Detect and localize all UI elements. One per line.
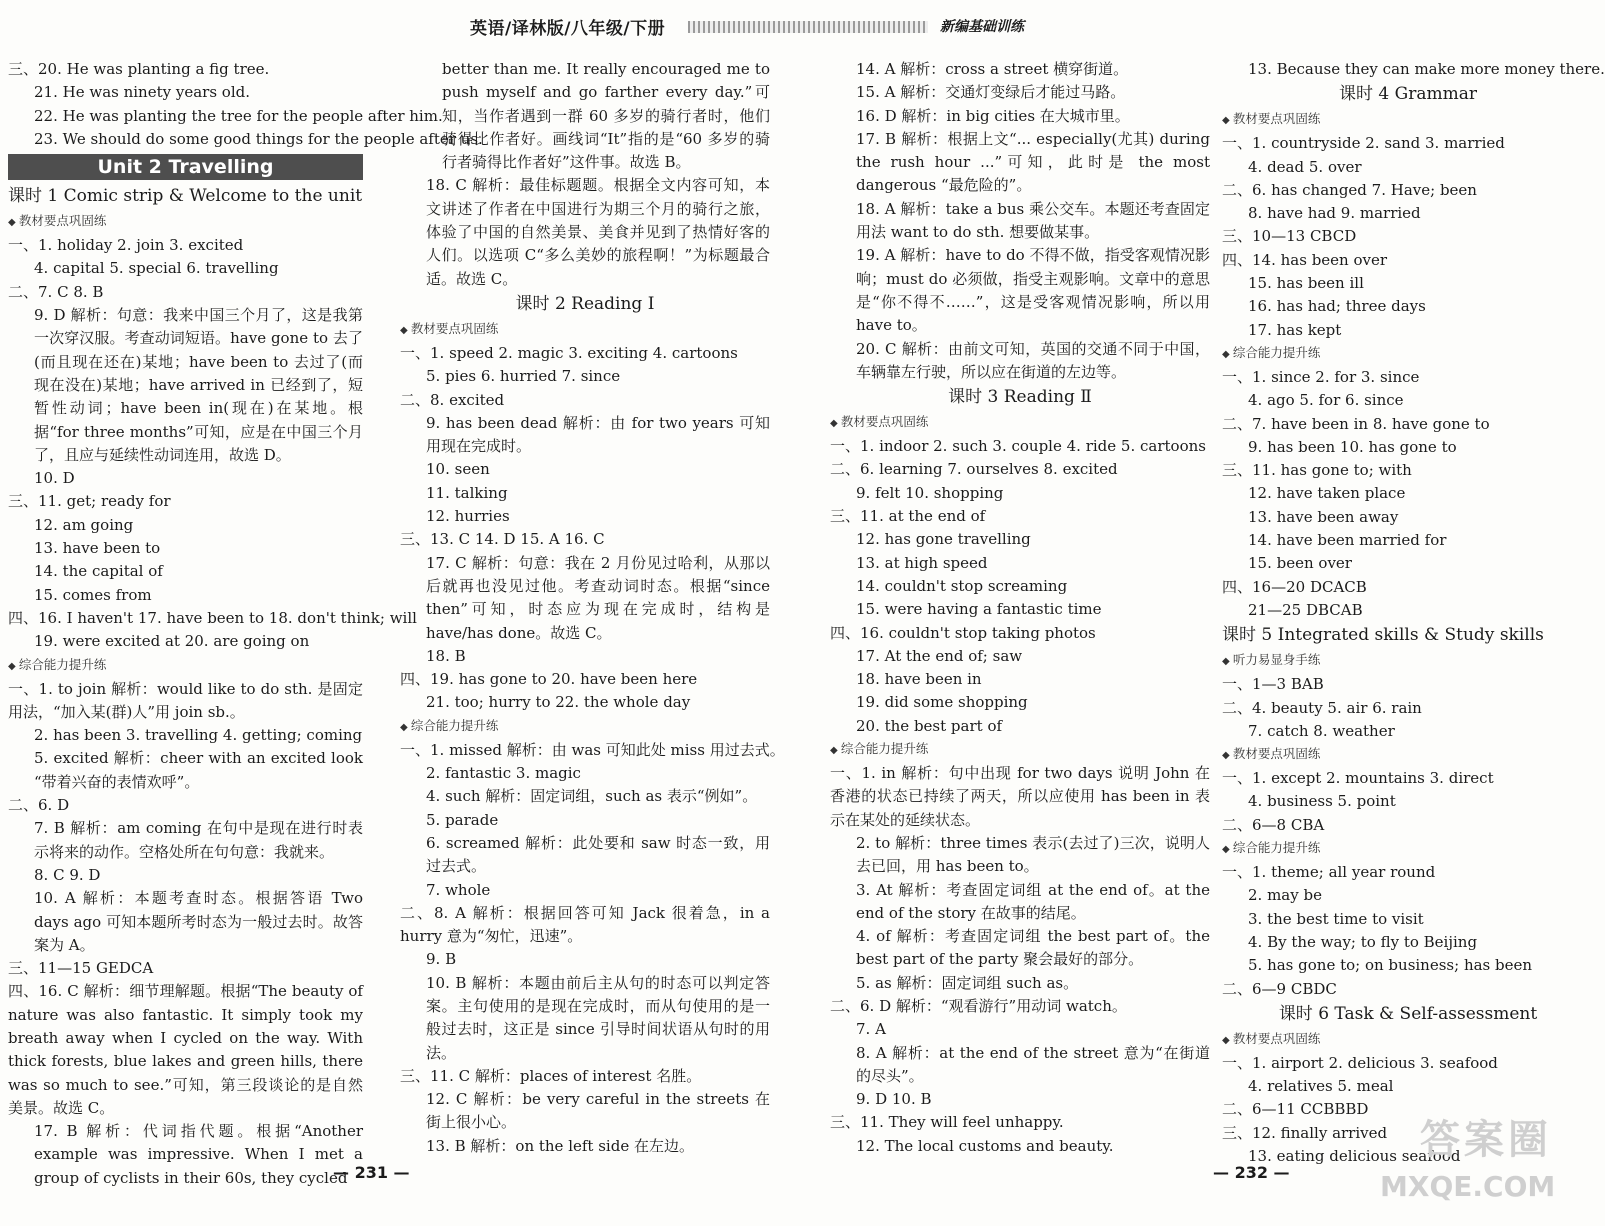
answer-line: better than me. It really encouraged me to push myself and go farther every day.”可知，当作者遇到一群 60 多岁的骑行者时，他们骑得比作者好。画线词“It”指的是“60 多岁的骑行者骑得比作者好”这件事。故选 B。 xyxy=(442,60,770,172)
answer-line: 4. relatives 5. meal xyxy=(1248,1077,1394,1096)
answer-line: 6. screamed 解析：此处要和 saw 时态一致，用过去式。 xyxy=(426,833,770,876)
answer-line: 8. C 9. D xyxy=(34,865,101,884)
answer-line: 15. been over xyxy=(1248,554,1352,573)
answer-line: 17. B 解析：根据上文“... especially(尤其) during the rush hour ...”可知，此时是 the most dangerous “最危险的”。 xyxy=(856,129,1210,195)
answer-line: 4. capital 5. special 6. travelling xyxy=(34,259,279,278)
answer-line: 二、6. has changed 7. Have; been xyxy=(1222,180,1477,199)
answer-line: 17. C 解析：句意：我在 2 月份见过哈利，从那以后就再也没见过他。考查动词时态。根据“since then”可知，时态应为现在完成时，结构是 have/has done。故选 C。 xyxy=(426,553,770,642)
section-label: ◆ 综合能力提升练 xyxy=(8,654,363,678)
answer-line: 14. have been married for xyxy=(1248,531,1447,550)
answer-line: 7. B 解析：am coming 在句中是现在进行时表示将来的动作。空格处所在句句意：我就来。 xyxy=(34,819,363,861)
answer-line: 12. has gone travelling xyxy=(856,530,1031,549)
answer-line: 一、1. in 解析：句中出现 for two days 说明 John 在香港的状态已持续了两天，所以应使用 has been in 表示在某处的延续状态。 xyxy=(830,764,1210,829)
answer-line: 5. excited 解析：cheer with an excited look “带着兴奋的表情欢呼”。 xyxy=(34,749,363,791)
answer-line: 7. A xyxy=(856,1020,886,1039)
answer-line: 10. B 解析：本题由前后主从句的时态可以判定答案。主句使用的是现在完成时，而从句使用的是一般过去时，这正是 since 引导时间状语从句时的用法。 xyxy=(426,973,770,1062)
answer-line: 9. has been 10. has gone to xyxy=(1248,437,1457,456)
answer-line: 四、16. I haven't 17. have been to 18. don't think; will xyxy=(8,608,417,627)
answer-line: 9. felt 10. shopping xyxy=(856,483,1004,502)
answer-line: 三、11—15 GEDCA xyxy=(8,959,154,978)
answer-line: 一、1. airport 2. delicious 3. seafood xyxy=(1222,1053,1498,1072)
answer-line: 17. At the end of; saw xyxy=(856,646,1023,665)
answer-line: 13. Because they can make more money there. xyxy=(1248,60,1605,78)
answer-line: 一、1. since 2. for 3. since xyxy=(1222,367,1420,386)
answer-line: 二、6—11 CCBBBD xyxy=(1222,1100,1369,1119)
answer-line: 11. talking xyxy=(426,483,508,502)
answer-line: 20. C 解析：由前文可知，英国的交通不同于中国，车辆靠左行驶，所以应在街道的左边等。 xyxy=(856,339,1210,381)
answer-line: 15. were having a fantastic time xyxy=(856,600,1102,619)
answer-line: 10. A 解析：本题考查时态。根据答语 Two days ago 可知本题所考时态为一般过去时。故答案为 A。 xyxy=(34,889,363,954)
answer-line: 二、6. D 解析：“观看游行”用动词 watch。 xyxy=(830,996,1127,1015)
series-name: 新编基础训练 xyxy=(940,19,1024,35)
watermark-brand: 答案圈 xyxy=(1420,1117,1552,1163)
section-label: ◆ 教材要点巩固练 xyxy=(400,318,770,342)
section-label: ◆ 综合能力提升练 xyxy=(1222,837,1594,861)
answer-line: 9. D 解析：句意：我来中国三个月了，这是我第一次穿汉服。考查动词短语。have gone to 去了(而且现在还在)某地；have been to 去过了(而现在没在)某地；have arrived in 已经到了，短暂性动词；have been in(现在)在某地。根据“for three months”可知，应是在中国三个月了，且应与延续性动词连用，故选 D。 xyxy=(34,306,363,464)
answer-line: 一、1. holiday 2. join 3. excited xyxy=(8,236,244,255)
section-label: ◆ 教材要点巩固练 xyxy=(1222,108,1594,132)
answer-line: 一、1. missed 解析：由 was 可知此处 miss 用过去式。 xyxy=(400,740,785,759)
answer-line: 13. B 解析：on the left side 在左边。 xyxy=(426,1136,694,1155)
answer-line: 4. business 5. point xyxy=(1248,792,1396,811)
answer-line: 17. B 解析：代词指代题。根据“Another example was impressive. When I met a group of cyclists in their 60s, they cycled xyxy=(34,1122,363,1187)
lesson-heading: 课时 2 Reading Ⅰ xyxy=(515,293,655,314)
page-number-left: — 231 — xyxy=(333,1163,410,1182)
answer-line: 3. the best time to visit xyxy=(1248,909,1424,928)
answer-line: 14. couldn't stop screaming xyxy=(856,576,1068,595)
answer-line: 三、11. get; ready for xyxy=(8,492,171,511)
page-number-right: — 232 — xyxy=(1213,1163,1290,1182)
answer-line: 9. B xyxy=(426,950,457,969)
lesson-heading: 课时 1 Comic strip & Welcome to the unit xyxy=(8,186,363,207)
answer-line: 19. were excited at 20. are going on xyxy=(34,632,310,651)
answer-line: 2. may be xyxy=(1248,886,1322,905)
lesson-heading: 课时 4 Grammar xyxy=(1339,84,1477,105)
answer-line: 18. B xyxy=(426,646,466,665)
answer-line: 9. D 10. B xyxy=(856,1090,932,1109)
answer-line: 19. A 解析：have to do 不得不做，指受客观情况影响；must do 必须做，指受主观影响。文章中的意思是“你不得不……”，这是受客观情况影响，所以用 have to。 xyxy=(856,246,1210,335)
answer-line: 7. whole xyxy=(426,880,491,899)
answer-line: 4. ago 5. for 6. since xyxy=(1248,391,1404,410)
answer-line: 10. D xyxy=(34,469,75,488)
answer-line: 19. did some shopping xyxy=(856,693,1028,712)
answer-line: 二、6. learning 7. ourselves 8. excited xyxy=(830,460,1118,479)
answer-line: 3. At 解析：考查固定词组 at the end of。at the end of the story 在故事的结尾。 xyxy=(856,880,1210,922)
watermark xyxy=(1370,1108,1570,1218)
lesson-heading: 课时 3 Reading Ⅱ xyxy=(948,387,1092,408)
answer-line: 21. He was ninety years old. xyxy=(34,83,250,102)
answer-line: 5. pies 6. hurried 7. since xyxy=(426,367,621,386)
answer-line: 12. have taken place xyxy=(1248,484,1406,503)
lesson-heading: 课时 6 Task & Self-assessment xyxy=(1278,1003,1538,1024)
answer-line: 二、8. excited xyxy=(400,390,505,409)
answer-line: 三、11. has gone to; with xyxy=(1222,461,1412,480)
answer-line: 15. comes from xyxy=(34,585,152,604)
answer-line: 三、11. They will feel unhappy. xyxy=(830,1113,1064,1132)
answer-line: 4. By the way; to fly to Beijing xyxy=(1248,932,1478,951)
answer-line: 12. hurries xyxy=(426,507,510,526)
section-label: ◆ 综合能力提升练 xyxy=(830,738,1210,762)
answer-line: 16. has had; three days xyxy=(1248,297,1426,316)
answer-line: 8. have had 9. married xyxy=(1248,204,1421,223)
answer-line: 22. He was planting the tree for the people after him. xyxy=(34,106,443,125)
column-2 xyxy=(400,58,785,1178)
answer-line: 5. as 解析：固定词组 such as。 xyxy=(856,973,1079,992)
answer-line: 四、16. couldn't stop taking photos xyxy=(830,623,1096,642)
answer-line: 12. am going xyxy=(34,515,134,534)
running-header xyxy=(470,14,1150,40)
answer-line: 13. have been to xyxy=(34,539,161,558)
column-4 xyxy=(1222,58,1605,1178)
answer-line: 12. The local customs and beauty. xyxy=(856,1136,1114,1155)
book-title: 英语/译林版/八年级/下册 xyxy=(470,19,666,39)
answer-line: 14. A 解析：cross a street 横穿街道。 xyxy=(856,60,1129,78)
answer-line: 四、19. has gone to 20. have been here xyxy=(400,670,698,689)
answer-line: 四、14. has been over xyxy=(1222,250,1388,269)
watermark-url: MXQE.COM xyxy=(1380,1170,1556,1203)
answer-line: 一、1. indoor 2. such 3. couple 4. ride 5. cartoons xyxy=(830,437,1206,456)
answer-line: 4. of 解析：考查固定词组 the best part of。the best part of the party 聚会最好的部分。 xyxy=(856,927,1210,969)
answer-line: 4. such 解析：固定词组，such as 表示“例如”。 xyxy=(426,787,758,806)
answer-line: 5. parade xyxy=(426,810,499,829)
answer-line: 23. We should do some good things for the people after us. xyxy=(34,129,483,148)
answer-line: 15. has been ill xyxy=(1248,274,1364,293)
answer-line: 21. too; hurry to 22. the whole day xyxy=(426,693,691,712)
answer-line: 17. has kept xyxy=(1248,320,1342,339)
section-label: ◆ 听力易显身手练 xyxy=(1222,649,1594,673)
answer-line: 一、1. theme; all year round xyxy=(1222,863,1436,882)
answer-line: 20. the best part of xyxy=(856,716,1003,735)
header-decoration-bar xyxy=(688,21,928,33)
answer-line: 2. to 解析：three times 表示(去过了)三次，说明人去已回，用 has been to。 xyxy=(856,833,1210,876)
answer-line: 21—25 DBCAB xyxy=(1248,600,1363,619)
answer-line: 13. eating delicious seafood xyxy=(1248,1146,1461,1165)
answer-line: 18. C 解析：最佳标题题。根据全文内容可知，本文讲述了作者在中国进行为期三个月的骑行之旅，体验了中国的自然美景、美食并见到了热情好客的人们。以选项 C“多么美妙的旅程啊！”为标题最合适。故选 C。 xyxy=(426,176,770,288)
answer-line: 三、10—13 CBCD xyxy=(1222,227,1357,246)
answer-line: 16. D 解析：in big cities 在大城市里。 xyxy=(856,106,1130,125)
answer-line: 三、13. C 14. D 15. A 16. C xyxy=(400,530,605,549)
answer-line: 二、7. C 8. B xyxy=(8,282,104,301)
answer-line: 4. dead 5. over xyxy=(1248,157,1362,176)
section-label: ◆ 教材要点巩固练 xyxy=(1222,1028,1594,1052)
answer-line: 18. have been in xyxy=(856,670,982,689)
section-label: ◆ 教材要点巩固练 xyxy=(830,411,1210,435)
answer-line: 二、6—8 CBA xyxy=(1222,815,1325,834)
answer-line: 一、1. countryside 2. sand 3. married xyxy=(1222,134,1505,153)
answer-line: 二、8. A 解析：根据回答可知 Jack 很着急，in a hurry 意为“匆忙，迅速”。 xyxy=(400,903,770,946)
unit-heading: Unit 2 Travelling xyxy=(8,154,363,180)
answer-line: 一、1—3 BAB xyxy=(1222,675,1324,694)
answer-line: 14. the capital of xyxy=(34,562,163,581)
section-label: ◆ 综合能力提升练 xyxy=(400,715,770,739)
answer-line: 一、1. to join 解析：would like to do sth. 是固定用法，“加入某(群)人”用 join sb.。 xyxy=(8,679,363,721)
section-label: ◆ 教材要点巩固练 xyxy=(1222,743,1594,767)
answer-line: 一、1. speed 2. magic 3. exciting 4. cartoons xyxy=(400,343,738,362)
answer-line: 9. has been dead 解析：由 for two years 可知用现在完成时。 xyxy=(426,413,770,456)
answer-line: 二、6—9 CBDC xyxy=(1222,979,1337,998)
lesson-heading: 课时 5 Integrated skills & Study skills xyxy=(1222,625,1544,646)
answer-line: 8. A 解析：at the end of the street 意为“在街道的尽头”。 xyxy=(856,1043,1210,1085)
answer-line: 四、16—20 DCACB xyxy=(1222,577,1367,596)
answer-line: 三、12. finally arrived xyxy=(1222,1123,1388,1142)
answer-line: 二、7. have been in 8. have gone to xyxy=(1222,414,1490,433)
answer-line: 三、11. at the end of xyxy=(830,507,986,526)
answer-line: 18. A 解析：take a bus 乘公交车。本题还考查固定用法 want to do sth. 想要做某事。 xyxy=(856,199,1210,242)
answer-line: 二、4. beauty 5. air 6. rain xyxy=(1222,698,1422,717)
answer-line: 12. C 解析：be very careful in the streets 在街上很小心。 xyxy=(426,1090,770,1132)
answer-line: 7. catch 8. weather xyxy=(1248,721,1395,740)
answer-line: 13. at high speed xyxy=(856,553,988,572)
section-label: ◆ 综合能力提升练 xyxy=(1222,342,1594,366)
answer-line: 10. seen xyxy=(426,460,490,479)
answer-line: 二、6. D xyxy=(8,796,70,815)
answer-line: 2. has been 3. travelling 4. getting; coming xyxy=(34,726,363,745)
answer-line: 三、11. C 解析：places of interest 名胜。 xyxy=(400,1066,702,1085)
answer-line: 一、1. except 2. mountains 3. direct xyxy=(1222,769,1494,788)
answer-line: 5. has gone to; on business; has been xyxy=(1248,956,1533,975)
answer-line: 四、16. C 解析：细节理解题。根据“The beauty of nature was also fantastic. It simply took my breath away when I cycled on the way. With thick forests, blue lakes and green hills, there was so much to see.”可知，第三段谈论的是自然美景。故选 C。 xyxy=(8,982,363,1117)
column-3 xyxy=(830,58,1210,1178)
section-label: ◆ 教材要点巩固练 xyxy=(8,210,363,234)
answer-line: 2. fantastic 3. magic xyxy=(426,764,581,783)
answer-line: 15. A 解析：交通灯变绿后才能过马路。 xyxy=(856,83,1126,102)
answer-line: 13. have been away xyxy=(1248,507,1399,526)
answer-line: 三、20. He was planting a fig tree. xyxy=(8,60,270,78)
